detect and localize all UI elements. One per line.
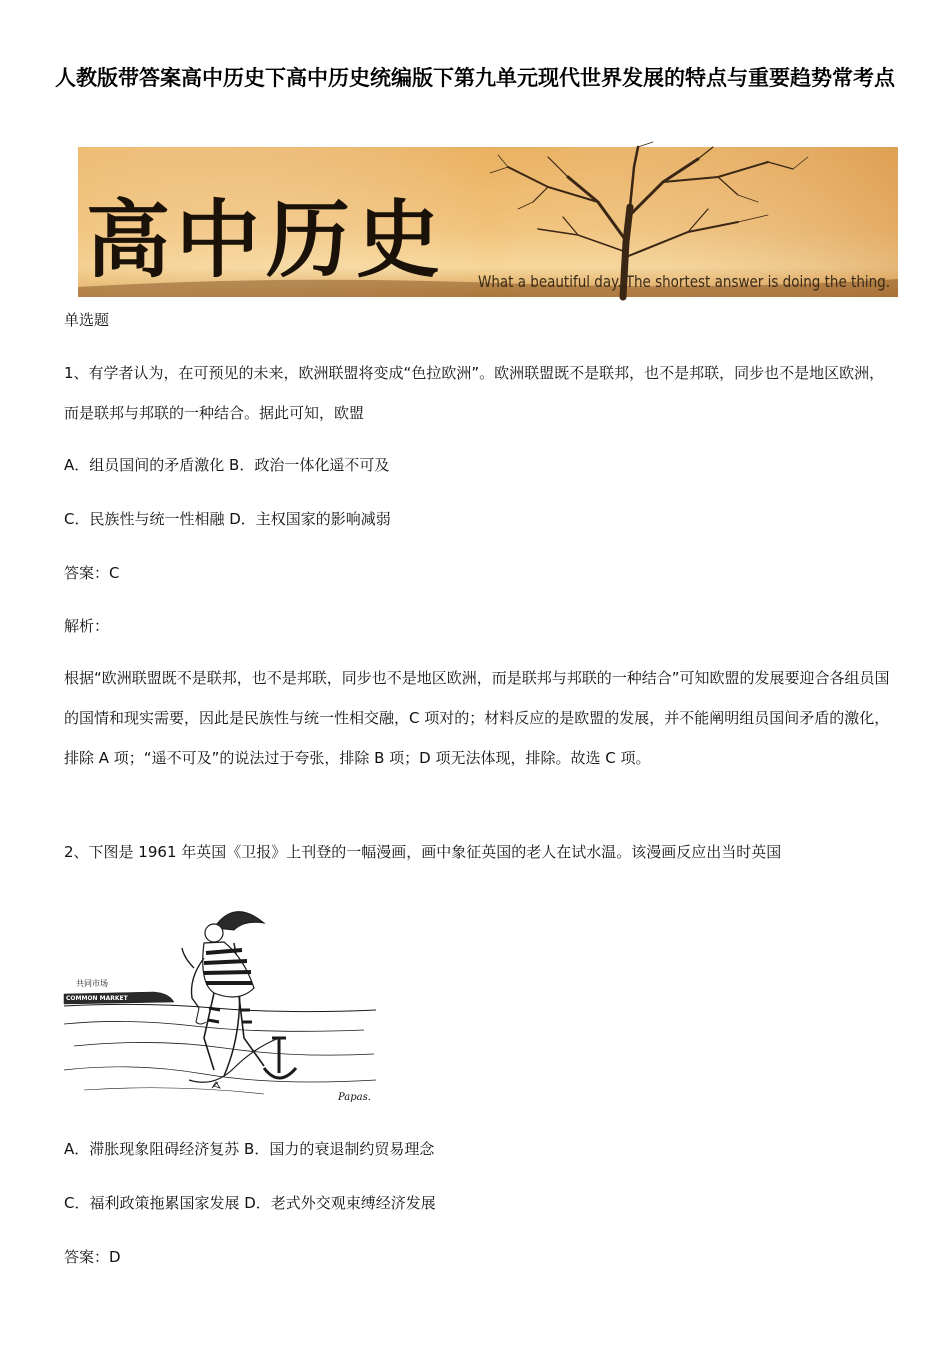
question-2-answer: 答案：D — [64, 1248, 121, 1266]
question-1-analysis-label: 解析： — [64, 617, 110, 635]
question-2-options-ab: A．滞胀现象阻碍经济复苏 B．国力的衰退制约贸易理念 — [64, 1140, 435, 1158]
question-2-stem: 2、下图是 1961 年英国《卫报》上刊登的一幅漫画，画中象征英国的老人在试水温。该漫画反应出当时英国 — [64, 843, 782, 861]
question-1-stem: 1、有学者认为，在可预见的未来，欧洲联盟将变成“色拉欧洲”。欧洲联盟既不是联邦，也不是邦联，同步也不是地区欧洲，而是联邦与邦联的一种结合。据此可知，欧盟 — [64, 364, 885, 422]
section-label: 单选题 — [64, 311, 110, 329]
cartoon-sign-cn: 共同市场 — [76, 979, 108, 988]
question-1-analysis: 根据“欧洲联盟既不是联邦，也不是邦联，同步也不是地区欧洲，而是联邦与邦联的一种结合”可知欧盟的发展要迎合各组员国的国情和现实需要，因此是民族性与统一性相交融，C 项对的；材料反应的是欧盟的发展，并不能阐明组员国间矛盾的激化，排除 A 项；“遥不可及”的说法过于夸张，排除 B 项；D 项无法体现，排除。故选 C 项。 — [64, 669, 890, 767]
document-title: 人教版带答案高中历史下高中历史统编版下第九单元现代世界发展的特点与重要趋势常考点 — [55, 66, 895, 90]
question-2-options-cd: C．福利政策拖累国家发展 D．老式外交观束缚经济发展 — [64, 1194, 436, 1212]
question-1-options-ab: A．组员国间的矛盾激化 B．政治一体化遥不可及 — [64, 456, 390, 474]
cartoon-image — [64, 898, 376, 1110]
banner-image — [78, 147, 898, 297]
banner-slogan: What a beautiful day. The shortest answer is doing the thing. — [478, 272, 890, 291]
cartoon-signature: Papas. — [338, 1092, 371, 1103]
cartoon-sign-en: COMMON MARKET — [66, 995, 128, 1002]
question-1-answer: 答案：C — [64, 564, 120, 582]
banner-calligraphy: 高中历史 — [86, 190, 447, 289]
question-1-options-cd: C．民族性与统一性相融 D．主权国家的影响减弱 — [64, 510, 391, 528]
